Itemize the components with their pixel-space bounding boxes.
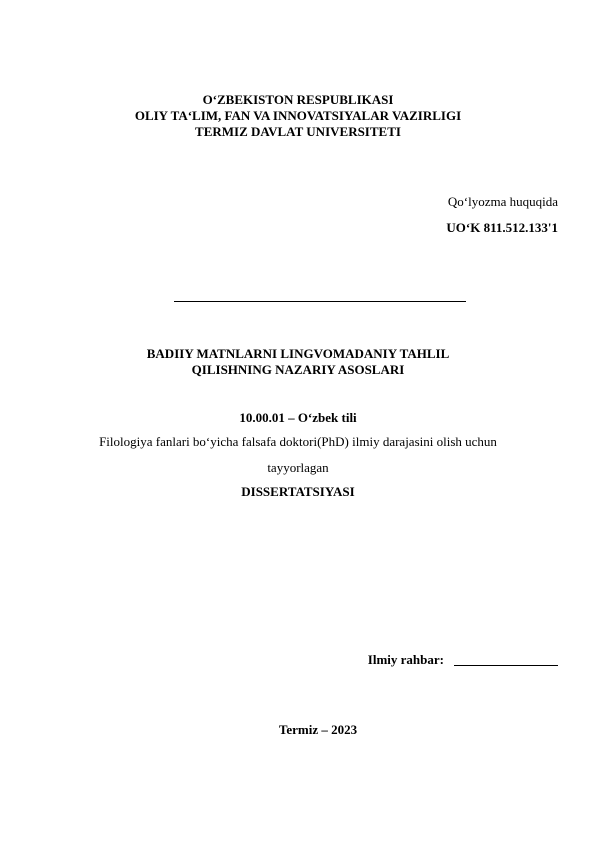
dissertation-title-line1: BADIIY MATNLARNI LINGVOMADANIY TAHLIL — [146, 346, 450, 361]
specialty-code: 10.00.01 – O‘zbek tili — [239, 410, 357, 425]
document-type: DISSERTATSIYASI — [241, 484, 355, 499]
udc-code: UO‘K 811.512.133'1 — [446, 220, 558, 235]
degree-description-cont: tayyorlagan — [267, 460, 329, 475]
degree-description: Filologiya fanlari bo‘yicha falsafa doktori(PhD) ilmiy darajasini olish uchun — [99, 434, 497, 449]
supervisor-field — [368, 652, 558, 668]
dissertation-title-line2: QILISHNING NAZARIY ASOSLARI — [191, 362, 405, 377]
university-name: TERMIZ DAVLAT UNIVERSITETI — [195, 124, 401, 139]
manuscript-rights: Qo‘lyozma huquqida — [447, 194, 558, 209]
ministry-country: O‘ZBEKISTON RESPUBLIKASI — [202, 92, 394, 107]
author-name-line — [174, 301, 466, 302]
ministry-name: OLIY TA‘LIM, FAN VA INNOVATSIYALAR VAZIRLIGI — [134, 108, 462, 123]
place-year: Termiz – 2023 — [278, 722, 358, 737]
supervisor-label: Ilmiy rahbar: — [367, 652, 444, 667]
supervisor-signature-line — [454, 665, 558, 666]
